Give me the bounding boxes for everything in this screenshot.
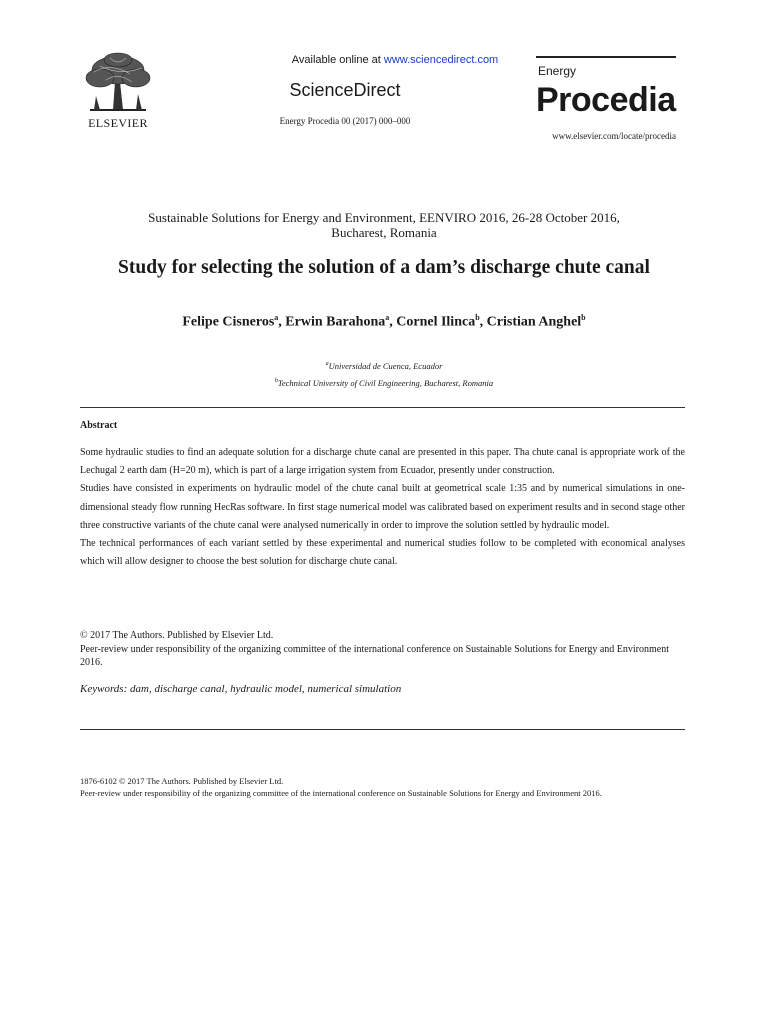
affiliation-text: Universidad de Cuenca, Ecuador	[328, 361, 443, 371]
divider-top	[80, 407, 685, 408]
abstract-heading: Abstract	[80, 420, 118, 431]
availability-prefix: Available online at	[291, 54, 384, 66]
abstract-body	[80, 444, 685, 571]
journal-brand-rule	[536, 56, 676, 58]
publisher-name: ELSEVIER	[88, 116, 148, 130]
affiliation-b	[80, 378, 688, 388]
journal-brand-top: Energy	[538, 64, 577, 78]
elsevier-logo	[80, 52, 156, 132]
paper-title: Study for selecting the solution of a dam’s discharge chute canal	[118, 257, 650, 278]
affiliation-text: Technical University of Civil Engineering, Bucharest, Romania	[277, 378, 494, 388]
author-list	[80, 313, 688, 331]
abstract-paragraph: The technical performances of each variant settled by these experimental and numerical studies follow to be completed with economical analyses which will allow designer to choose the best solution for discharge chute canal.	[80, 538, 685, 568]
abstract-paragraph: Some hydraulic studies to find an adequate solution for a discharge chute canal are presented in this paper. Tha chute canal is appropriate work of the Lechugal 2 earth dam (H=20 m), which is part of a large irrigation system from Ecuador, presently under construction.	[80, 447, 685, 477]
keywords: Keywords: dam, discharge canal, hydraulic model, numerical simulation	[80, 683, 402, 695]
conference-info	[80, 210, 688, 240]
footnote-issn-line: 1876-6102 © 2017 The Authors. Published by Elsevier Ltd.	[80, 776, 284, 786]
sciencedirect-link[interactable]: www.sciencedirect.com	[383, 54, 499, 66]
author-affiliation-mark: b	[581, 313, 586, 322]
peer-review-notice: Peer-review under responsibility of the organizing committee of the international conference on Sustainable Solutions for Energy and Environment 2016.	[80, 643, 669, 668]
author-separator: ,	[278, 314, 286, 330]
affiliation-a	[80, 361, 688, 371]
journal-url[interactable]: www.elsevier.com/locate/procedia	[552, 131, 676, 141]
journal-reference: Energy Procedia 00 (2017) 000–000	[279, 116, 411, 126]
journal-brand-main: Procedia	[536, 81, 676, 119]
copyright-block	[80, 629, 685, 670]
platform-name: ScienceDirect	[289, 80, 401, 100]
divider-bottom	[80, 729, 685, 730]
author-name: Erwin Barahona	[285, 314, 386, 330]
availability-line	[200, 54, 590, 66]
author-affiliation-mark: a	[385, 313, 390, 322]
elsevier-tree-icon	[80, 52, 156, 114]
author-name: Cristian Anghel	[486, 314, 582, 330]
conference-line-2: Bucharest, Romania	[331, 225, 437, 240]
conference-line-1: Sustainable Solutions for Energy and Environment, EENVIRO 2016, 26-28 October 2016,	[148, 210, 620, 225]
footnote	[80, 775, 640, 800]
author-affiliation-mark: a	[274, 313, 279, 322]
copyright-notice: © 2017 The Authors. Published by Elsevier Ltd.	[80, 630, 274, 641]
abstract-paragraph: Studies have consisted in experiments on hydraulic model of the chute canal built at geometrical scale 1:35 and by numerical simulations in one-dimensional steady flow running HecRas software. In first stage numerical model was calibrated based on experiment results and in second stage other three constructive variants of the chute canal were analysed numerically in order to improve the solution settled by hydraulic model.	[80, 483, 685, 531]
footnote-peer-review: Peer-review under responsibility of the organizing committee of the international conference on Sustainable Solutions for Energy and Environment 2016.	[80, 788, 602, 799]
author-name: Felipe Cisneros	[182, 314, 275, 330]
affiliation-mark: b	[274, 378, 278, 385]
author-separator: ,	[479, 314, 487, 330]
author-affiliation-mark: b	[475, 313, 480, 322]
author-name: Cornel Ilinca	[396, 314, 476, 330]
author-separator: ,	[389, 314, 397, 330]
affiliation-mark: a	[325, 361, 329, 368]
